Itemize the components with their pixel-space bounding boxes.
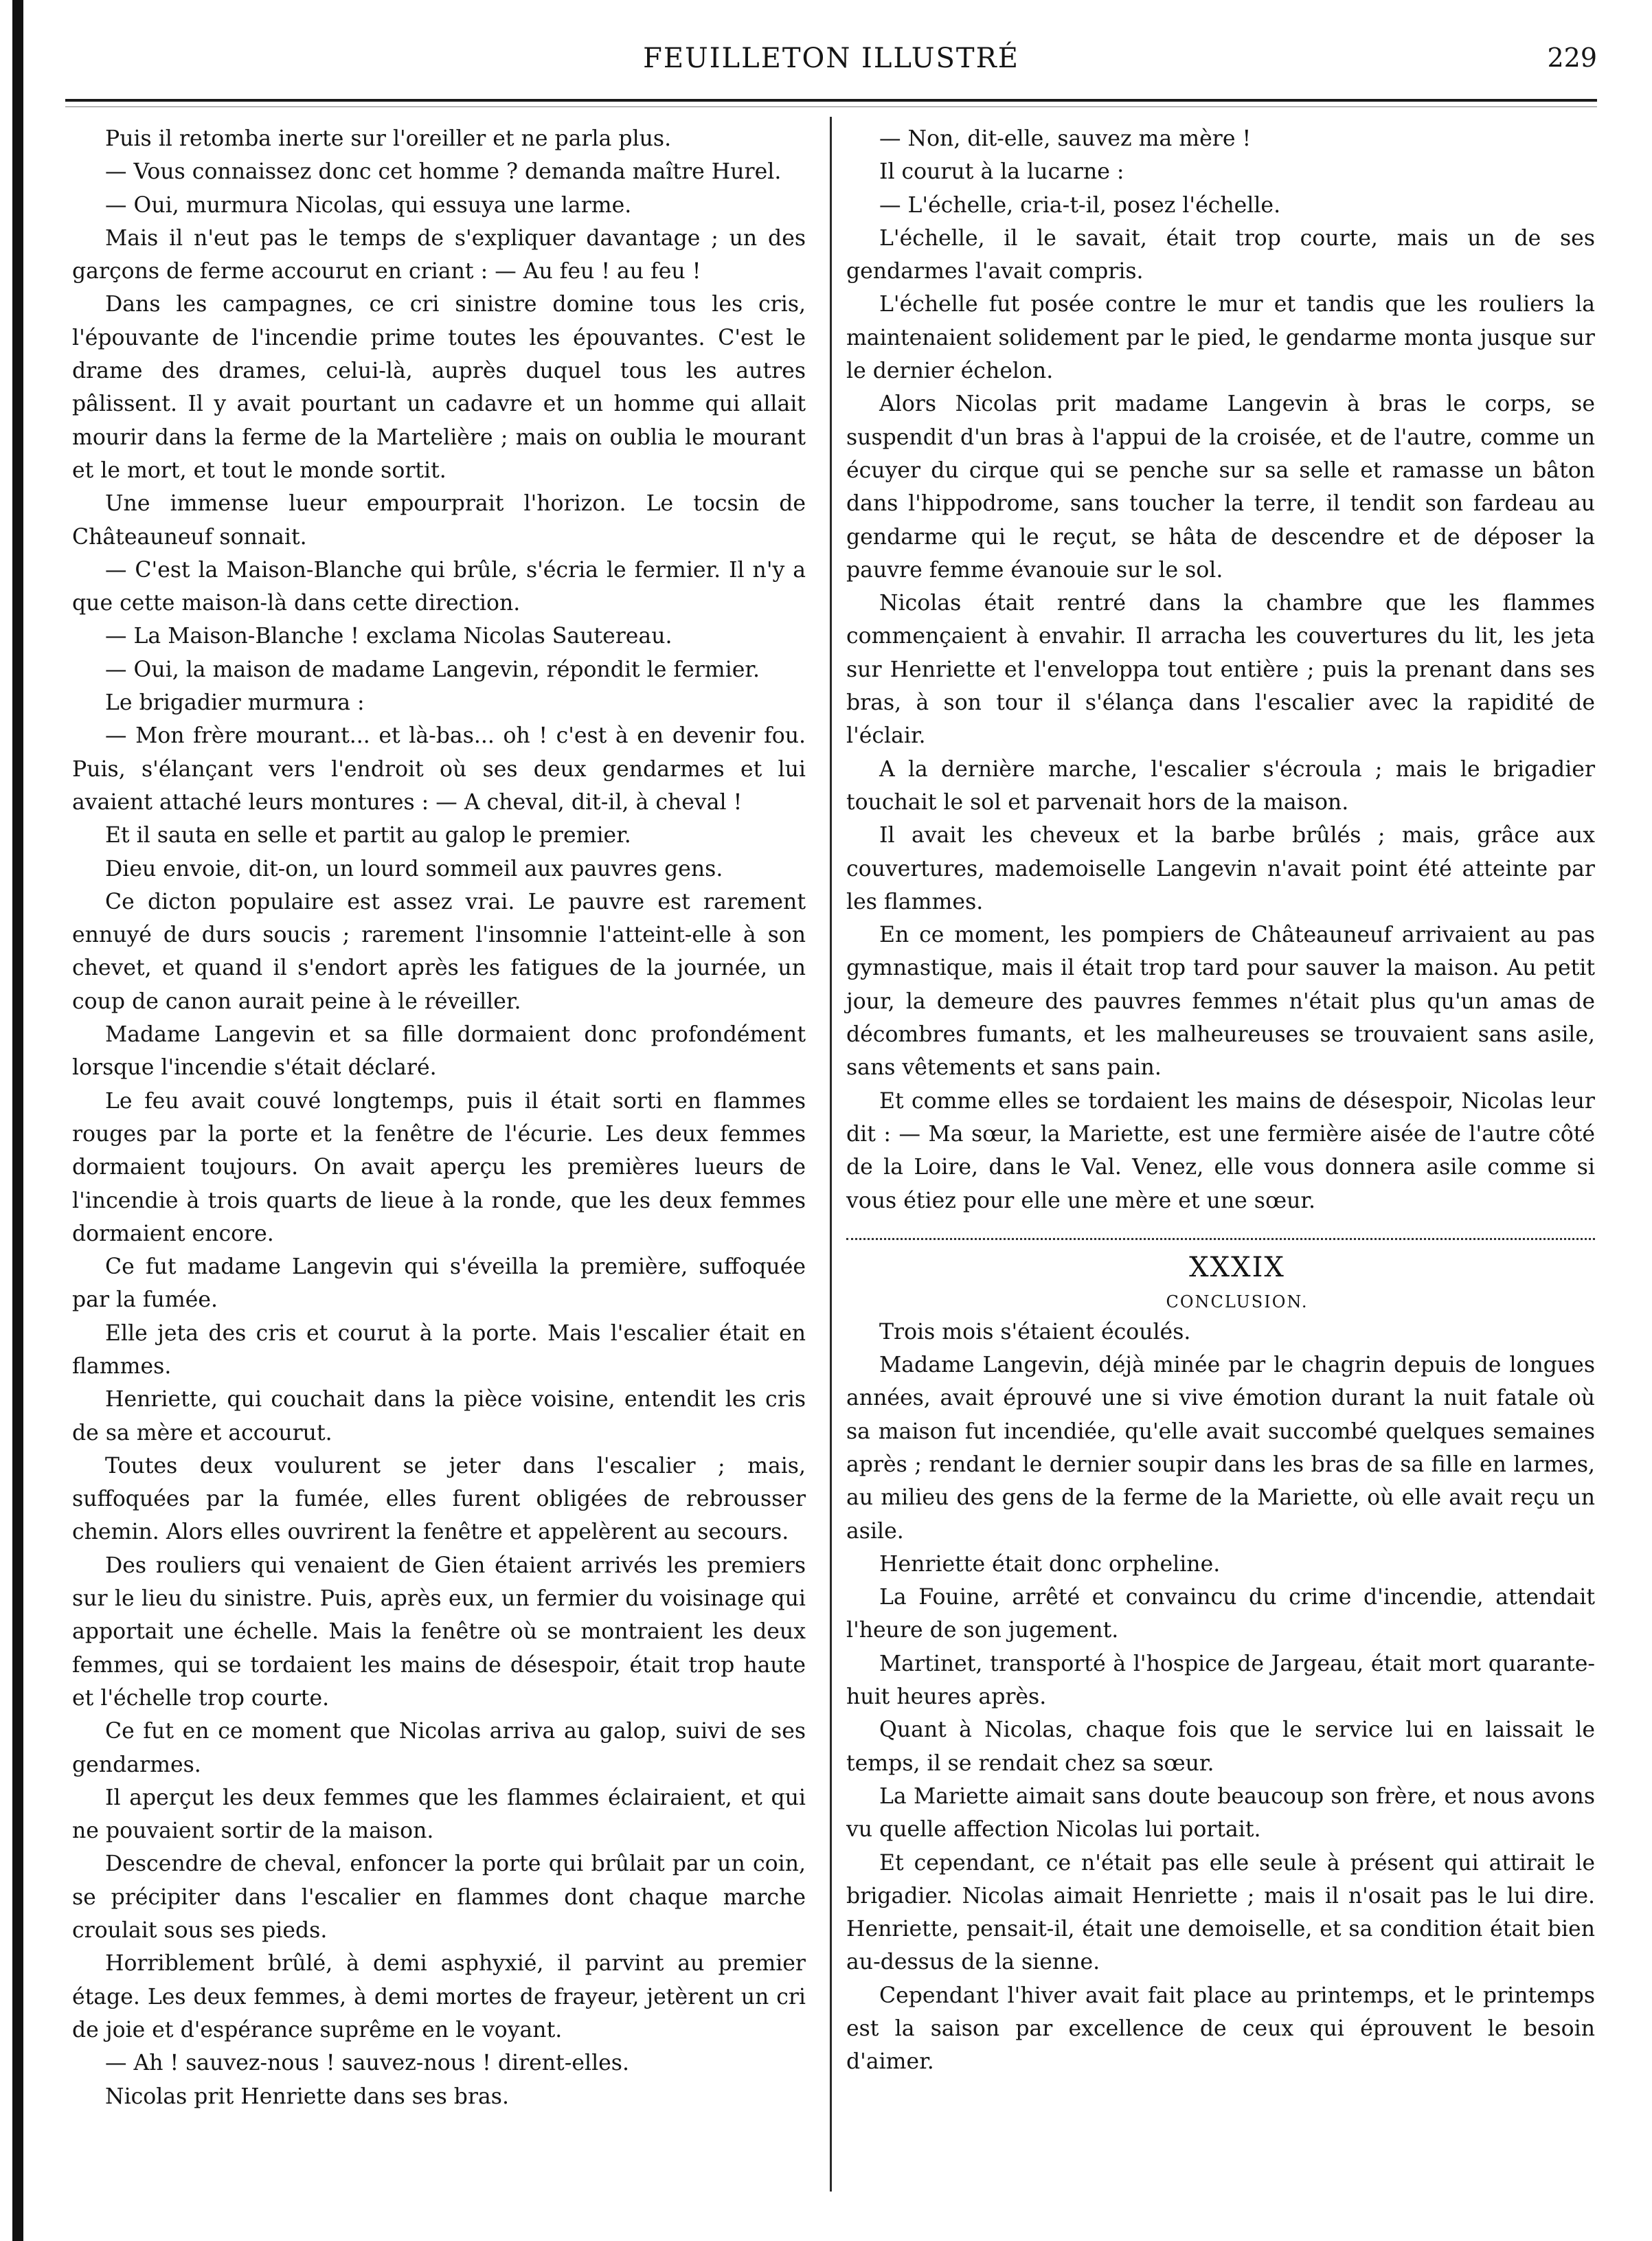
chapter-number: XXXIX	[1189, 1251, 1285, 1283]
paragraph: — Ah ! sauvez-nous ! sauvez-nous ! dirent-elles.	[105, 2051, 629, 2076]
paragraph: Puis il retomba inerte sur l'oreiller et ne parla plus.	[105, 126, 672, 151]
paragraph: — Mon frère mourant... et là-bas... oh ! c'est à en devenir fou. Puis, s'élançant vers l'endroit où ses deux gendarmes et lui avaient attaché leurs montures : — A cheval, dit-il, à cheval !	[72, 723, 806, 815]
right-column	[846, 122, 1595, 2079]
paragraph: Nicolas prit Henriette dans ses bras.	[105, 2084, 509, 2109]
paragraph: La Mariette aimait sans doute beaucoup son frère, et nous avons vu quelle affection Nicolas lui portait.	[846, 1783, 1595, 1843]
page-number: 229	[1547, 43, 1597, 73]
paragraph: — Oui, la maison de madame Langevin, répondit le fermier.	[105, 657, 760, 682]
paragraph: — Oui, murmura Nicolas, qui essuya une larme.	[105, 192, 632, 218]
paragraph: Dans les campagnes, ce cri sinistre domine tous les cris, l'épouvante de l'incendie prime toutes les épouvantes. C'est le drame des drames, celui-là, auprès duquel tous les autres pâlissent. Il y avait pourtant un cadavre et un homme qui allait mourir dans la ferme de la Martelière ; mais on oublia le mourant et le mort, et tout le monde sortit.	[72, 292, 806, 483]
paragraph: Elle jeta des cris et courut à la porte. Mais l'escalier était en flammes.	[72, 1320, 806, 1379]
paragraph: Madame Langevin, déjà minée par le chagrin depuis de longues années, avait éprouvé une si vive émotion durant la nuit fatale où sa maison fut incendiée, qu'elle avait succombé quelques semaines après ; rendant le dernier soupir dans les bras de sa fille en larmes, au milieu des gens de la ferme de la Mariette, où elle avait reçu un asile.	[846, 1353, 1595, 1544]
left-column	[72, 122, 806, 2113]
page-binding-edge	[12, 0, 23, 2241]
paragraph: Ce dicton populaire est assez vrai. Le pauvre est rarement ennuyé de durs soucis ; rarement l'insomnie l'atteint-elle à son chevet, et quand il s'endort après les fatigues de la journée, un coup de canon aurait peine à le réveiller.	[72, 889, 806, 1014]
paragraph: Il courut à la lucarne :	[879, 159, 1124, 185]
paragraph: — La Maison-Blanche ! exclama Nicolas Sautereau.	[105, 624, 672, 649]
paragraph: Quant à Nicolas, chaque fois que le service lui en laissait le temps, il se rendait chez sa sœur.	[846, 1718, 1595, 1776]
paragraph: Madame Langevin et sa fille dormaient donc profondément lorsque l'incendie s'était déclaré.	[72, 1022, 806, 1081]
running-title: FEUILLETON ILLUSTRÉ	[643, 43, 1019, 74]
paragraph: Il aperçut les deux femmes que les flammes éclairaient, et qui ne pouvaient sortir de la maison.	[72, 1785, 806, 1844]
paragraph: En ce moment, les pompiers de Châteauneuf arrivaient au pas gymnastique, mais il était trop tard pour sauver la maison. Au petit jour, la demeure des pauvres femmes n'était plus qu'un amas de décombres fumants, et les malheureuses se trouvaient sans asile, sans vêtements et sans pain.	[846, 923, 1595, 1081]
paragraph: A la dernière marche, l'escalier s'écroula ; mais le brigadier touchait le sol et parvenait hors de la maison.	[846, 756, 1595, 815]
paragraph: Descendre de cheval, enfoncer la porte qui brûlait par un coin, se précipiter dans l'escalier en flammes dont chaque marche croulait sous ses pieds.	[72, 1851, 806, 1944]
paragraph: Nicolas était rentré dans la chambre que les flammes commençaient à envahir. Il arracha les couvertures du lit, les jeta sur Henriette et l'enveloppa tout entière ; puis la prenant dans ses bras, à son tour il s'élança dans l'escalier avec la rapidité de l'éclair.	[846, 591, 1595, 749]
paragraph: Et cependant, ce n'était pas elle seule à présent qui attirait le brigadier. Nicolas aimait Henriette ; mais il n'osait pas le lui dire. Henriette, pensait-il, était une demoiselle, et sa condition était bien au-dessus de la sienne.	[846, 1850, 1595, 1975]
paragraph: Il avait les cheveux et la barbe brûlés ; mais, grâce aux couvertures, mademoiselle Langevin n'avait point été atteinte par les flammes.	[846, 823, 1595, 914]
right-column-top-text	[846, 122, 1595, 1217]
paragraph: Et il sauta en selle et partit au galop le premier.	[105, 823, 631, 848]
paragraph: Ce fut madame Langevin qui s'éveilla la première, suffoquée par la fumée.	[72, 1254, 806, 1313]
paragraph: — Non, dit-elle, sauvez ma mère !	[879, 126, 1252, 151]
paragraph: La Fouine, arrêté et convaincu du crime d'incendie, attendait l'heure de son jugement.	[846, 1585, 1595, 1643]
paragraph: Une immense lueur empourprait l'horizon. Le tocsin de Châteauneuf sonnait.	[72, 491, 806, 550]
paragraph: — C'est la Maison-Blanche qui brûle, s'écria le fermier. Il n'y a que cette maison-là dans cette direction.	[72, 557, 806, 616]
paragraph: — Vous connaissez donc cet homme ? demanda maître Hurel.	[105, 159, 782, 185]
paragraph: Henriette était donc orpheline.	[879, 1551, 1221, 1577]
chapter-title: CONCLUSION.	[1166, 1292, 1309, 1311]
paragraph: Cependant l'hiver avait fait place au printemps, et le printemps est la saison par excellence de ceux qui éprouvent le besoin d'aimer.	[846, 1983, 1595, 2075]
column-divider	[830, 117, 832, 2192]
section-separator-dots	[846, 1219, 1595, 1240]
paragraph: Alors Nicolas prit madame Langevin à bras le corps, se suspendit d'un bras à l'appui de la croisée, et de l'autre, comme un écuyer du cirque qui se penche sur sa selle et ramasse un bâton dans l'hippodrome, sans toucher la terre, il tendit son fardeau au gendarme qui le reçut, se hâta de descendre et de déposer la pauvre femme évanouie sur le sol.	[846, 392, 1595, 583]
paragraph: Trois mois s'étaient écoulés.	[879, 1319, 1191, 1344]
header-rule-thin	[65, 106, 1597, 107]
paragraph: — L'échelle, cria-t-il, posez l'échelle.	[879, 192, 1281, 218]
header-rule	[65, 99, 1597, 102]
paragraph: Le feu avait couvé longtemps, puis il était sorti en flammes rouges par la porte et la fenêtre de l'écurie. Les deux femmes dormaient toujours. On avait aperçu les premières lueurs de l'incendie à trois quarts de lieue à la ronde, que les deux femmes dormaient encore.	[72, 1088, 806, 1246]
paragraph: Des rouliers qui venaient de Gien étaient arrivés les premiers sur le lieu du sinistre. Puis, après eux, un fermier du voisinage qui apportait une échelle. Mais la fenêtre où se montraient les deux femmes, qui se tordaient les mains de désespoir, était trop haute et l'échelle trop courte.	[72, 1553, 806, 1711]
paragraph: Martinet, transporté à l'hospice de Jargeau, était mort quarante-huit heures après.	[846, 1651, 1595, 1710]
paragraph: L'échelle fut posée contre le mur et tandis que les rouliers la maintenaient solidement par le pied, le gendarme monta jusque sur le dernier échelon.	[846, 292, 1595, 384]
right-column-bottom-text	[846, 1316, 1595, 2079]
paragraph: Mais il n'eut pas le temps de s'expliquer davantage ; un des garçons de ferme accourut en criant : — Au feu ! au feu !	[72, 225, 806, 284]
paragraph: L'échelle, il le savait, était trop courte, mais un de ses gendarmes l'avait compris.	[846, 225, 1595, 284]
paragraph: Et comme elles se tordaient les mains de désespoir, Nicolas leur dit : — Ma sœur, la Mariette, est une fermière aisée de l'autre côté de la Loire, dans le Val. Venez, elle vous donnera asile comme si vous étiez pour elle une mère et une sœur.	[846, 1088, 1595, 1213]
paragraph: Dieu envoie, dit-on, un lourd sommeil aux pauvres gens.	[105, 856, 723, 881]
paragraph: Ce fut en ce moment que Nicolas arriva au galop, suivi de ses gendarmes.	[72, 1719, 806, 1777]
paragraph: Toutes deux voulurent se jeter dans l'escalier ; mais, suffoquées par la fumée, elles furent obligées de rebrousser chemin. Alors elles ouvrirent la fenêtre et appelèrent au secours.	[72, 1453, 806, 1545]
page-header	[65, 43, 1597, 84]
paragraph: Horriblement brûlé, à demi asphyxié, il parvint au premier étage. Les deux femmes, à demi mortes de frayeur, jetèrent un cri de joie et d'espérance suprême en le voyant.	[72, 1951, 806, 2042]
paragraph: Henriette, qui couchait dans la pièce voisine, entendit les cris de sa mère et accourut.	[72, 1387, 806, 1445]
paragraph: Le brigadier murmura :	[105, 690, 365, 716]
